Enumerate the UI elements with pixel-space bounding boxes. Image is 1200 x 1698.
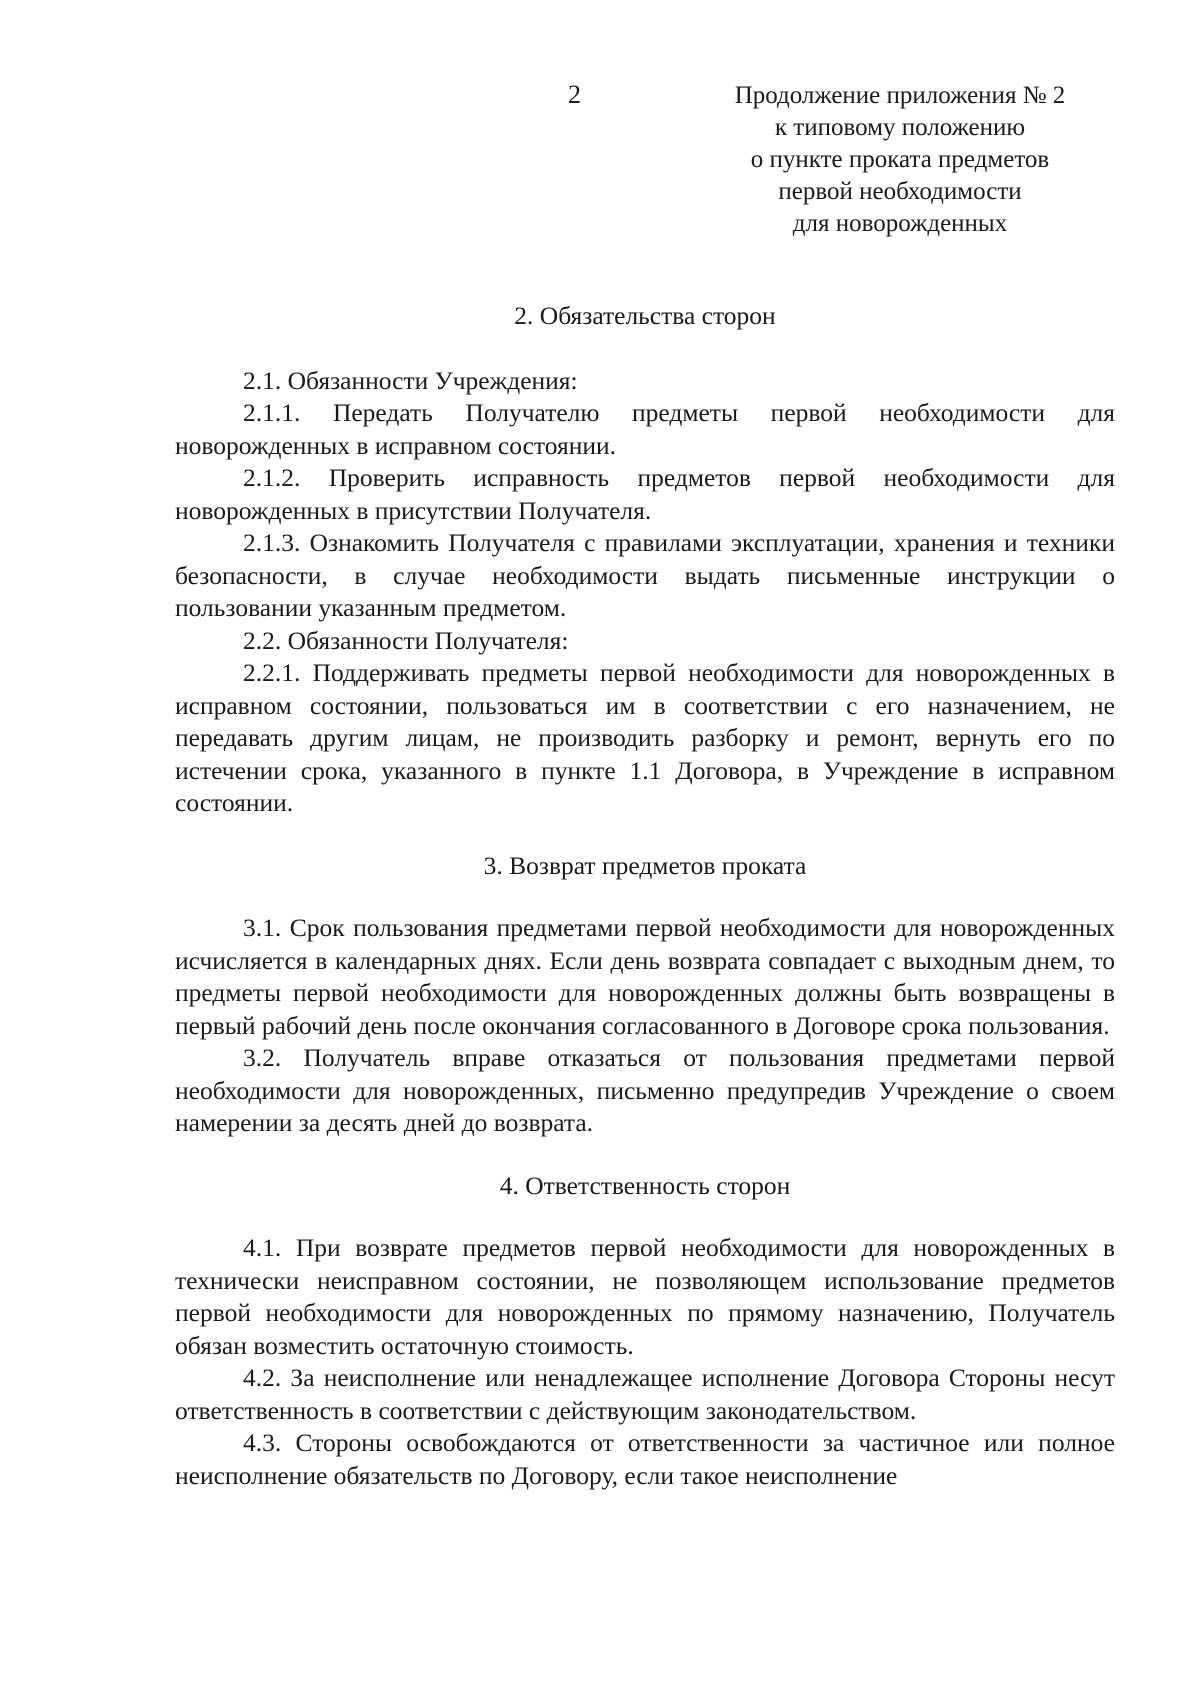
paragraph-2-1-1: 2.1.1. Передать Получателю предметы первой необходимости для новорожденных в исправном состоянии. [175, 398, 1115, 460]
paragraph-3-2: 3.2. Получатель вправе отказаться от пользования предметами первой необходимости для новорожденных, письменно предупредив Учреждение о своем намерении за десять дней до возврата. [175, 1043, 1115, 1137]
appendix-header-line: первой необходимости [778, 178, 1022, 205]
section-title-obligations: 2. Обязательства сторон [514, 301, 776, 330]
paragraph-2-2-1: 2.2.1. Поддерживать предметы первой необходимости для новорожденных в исправном состоянии, пользоваться им в соответствии с его назначением, не передавать другим лицам, не производить разборку и ремонт, вернуть его по истечении срока, указанного в пункте 1.1 Договора, в Учреждение в исправном состоянии. [175, 658, 1115, 817]
appendix-header-line: о пункте проката предметов [750, 146, 1050, 173]
paragraph-2-1-3: 2.1.3. Ознакомить Получателя с правилами эксплуатации, хранения и техники безопасности, в случае необходимости выдать письменные инструкции о пользовании указанным предметом. [175, 528, 1115, 622]
document-body [175, 300, 1115, 1492]
paragraph-2-1-2: 2.1.2. Проверить исправность предметов первой необходимости для новорожденных в присутствии Получателя. [175, 463, 1115, 525]
appendix-header [690, 80, 1110, 240]
paragraph-2-2: 2.2. Обязанности Получателя: [243, 625, 569, 655]
paragraph-4-3: 4.3. Стороны освобождаются от ответственности за частичное или полное неисполнение обязательств по Договору, если такое неисполнение [175, 1428, 1115, 1490]
appendix-header-line: Продолжение приложения № 2 [734, 82, 1066, 109]
section-title-responsibility: 4. Ответственность сторон [499, 1170, 791, 1200]
appendix-header-line: для новорожденных [792, 210, 1008, 237]
paragraph-4-1: 4.1. При возврате предметов первой необходимости для новорожденных в технически неисправном состоянии, не позволяющем использование предметов первой необходимости для новорожденных по прямому назначению, Получатель обязан возместить остаточную стоимость. [175, 1233, 1115, 1360]
page-number: 2 [568, 80, 581, 109]
paragraph-2-1: 2.1. Обязанности Учреждения: [243, 365, 578, 395]
paragraph-3-1: 3.1. Срок пользования предметами первой необходимости для новорожденных исчисляется в календарных днях. Если день возврата совпадает с выходным днем, то предметы первой необходимости для новорожденных должны быть возвращены в первый рабочий день после окончания согласованного в Договоре срока пользования. [175, 913, 1115, 1040]
paragraph-4-2: 4.2. За неисполнение или ненадлежащее исполнение Договора Стороны несут ответственность в соответствии с действующим законодательством. [175, 1363, 1115, 1425]
section-title-return: 3. Возврат предметов проката [483, 850, 807, 880]
appendix-header-line: к типовому положению [774, 114, 1026, 141]
